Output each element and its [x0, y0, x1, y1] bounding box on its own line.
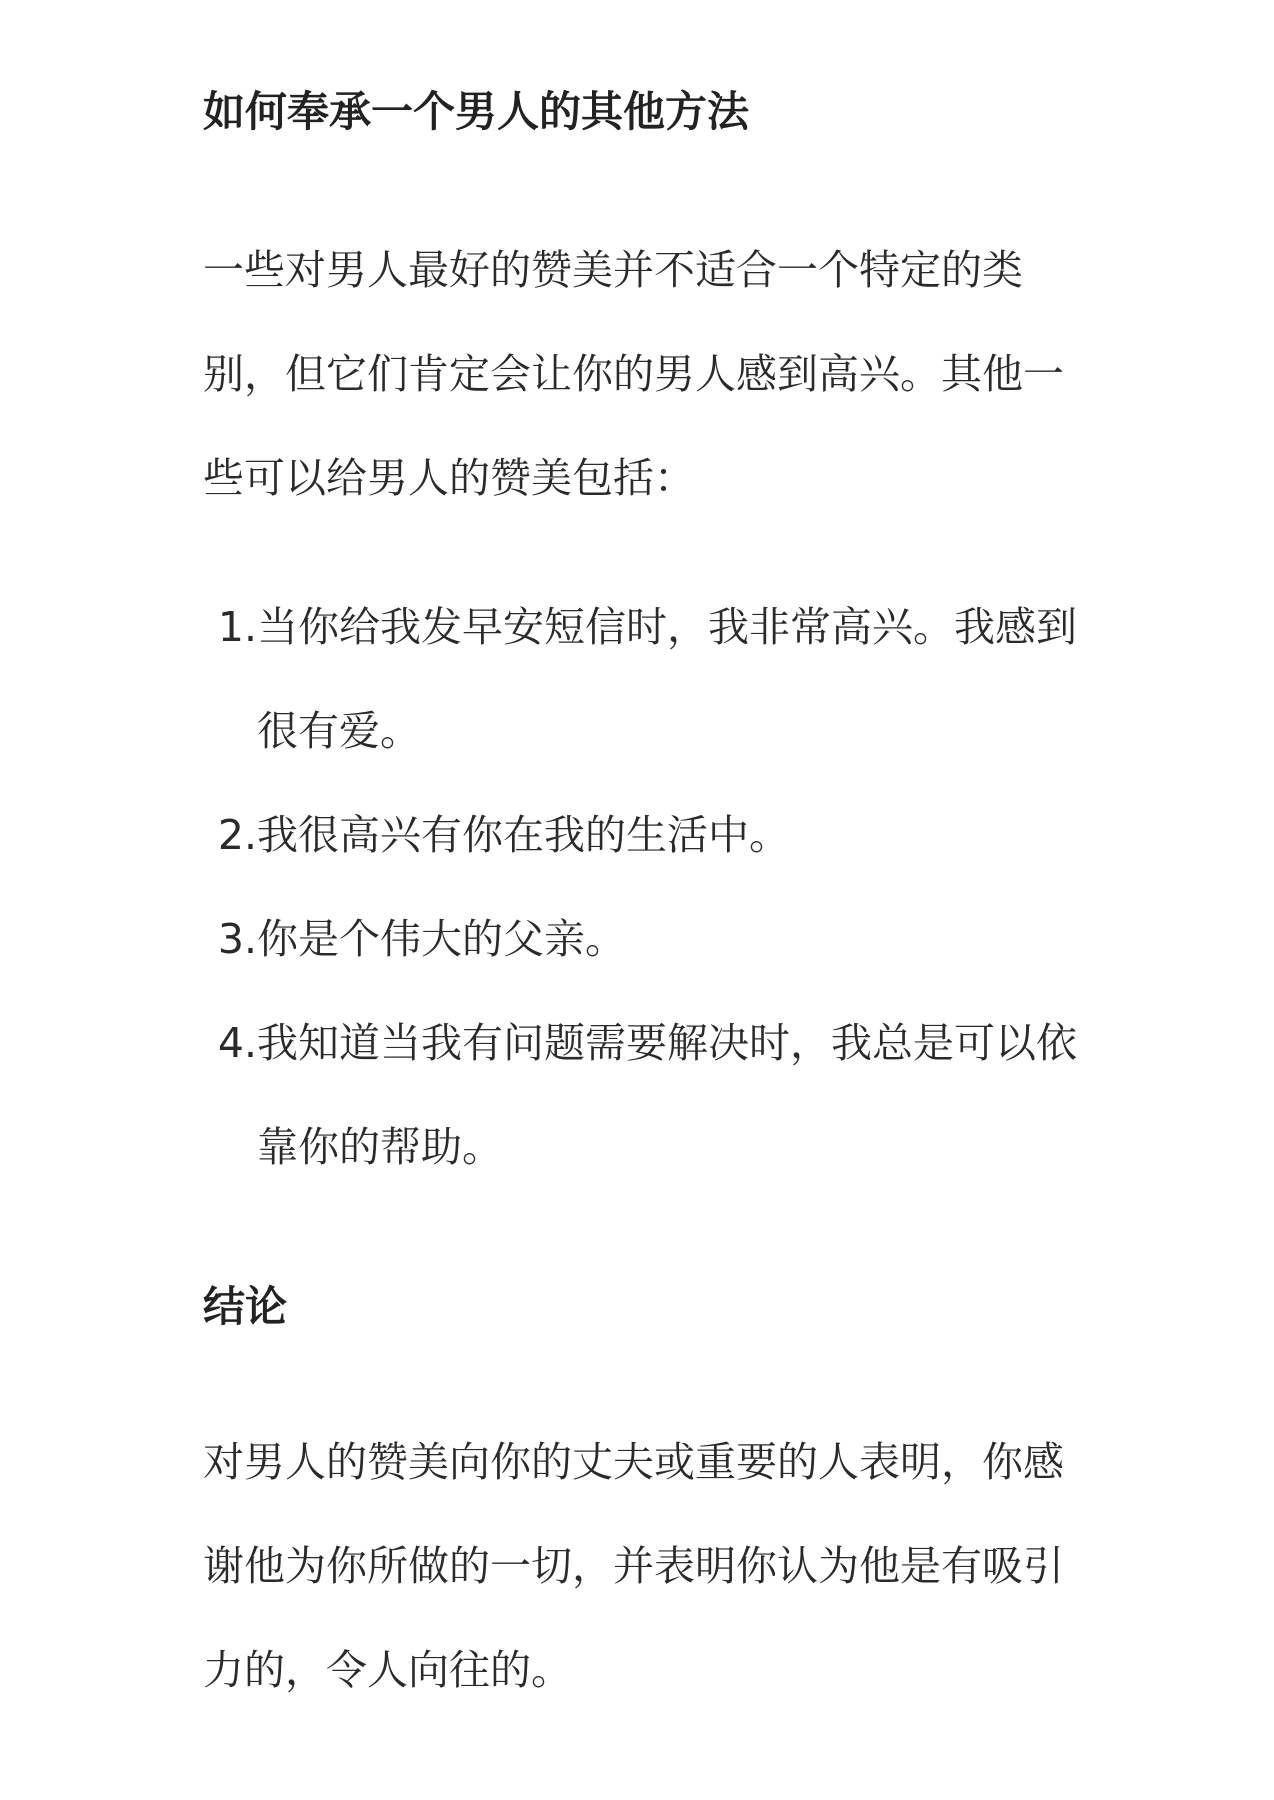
list-item-text: 我知道当我有问题需要解决时，我总是可以依靠你的帮助。: [257, 1019, 1077, 1171]
list-item-number: 2.: [217, 811, 257, 859]
list-item: [203, 991, 1083, 1199]
compliment-list: [203, 575, 1083, 1199]
list-item: [203, 575, 1083, 783]
list-item-number: 4.: [217, 1019, 257, 1067]
list-item: [203, 783, 1083, 887]
list-item-text: 当你给我发早安短信时，我非常高兴。我感到很有爱。: [257, 603, 1077, 755]
section-heading-conclusion: 结论: [203, 1282, 288, 1331]
list-item-number: 3.: [217, 915, 257, 963]
list-item-number: 1.: [217, 603, 257, 651]
list-item-text: 你是个伟大的父亲。: [257, 915, 626, 963]
list-item-text: 我很高兴有你在我的生活中。: [257, 811, 790, 859]
conclusion-paragraph: 对男人的赞美向你的丈夫或重要的人表明，你感谢他为你所做的一切，并表明你认为他是有吸引力的，令人向往的。: [203, 1438, 1064, 1694]
intro-paragraph: 一些对男人最好的赞美并不适合一个特定的类别，但它们肯定会让你的男人感到高兴。其他一些可以给男人的赞美包括：: [203, 246, 1064, 502]
section-heading-other-methods: 如何奉承一个男人的其他方法: [203, 87, 750, 136]
list-item: [203, 887, 1083, 991]
